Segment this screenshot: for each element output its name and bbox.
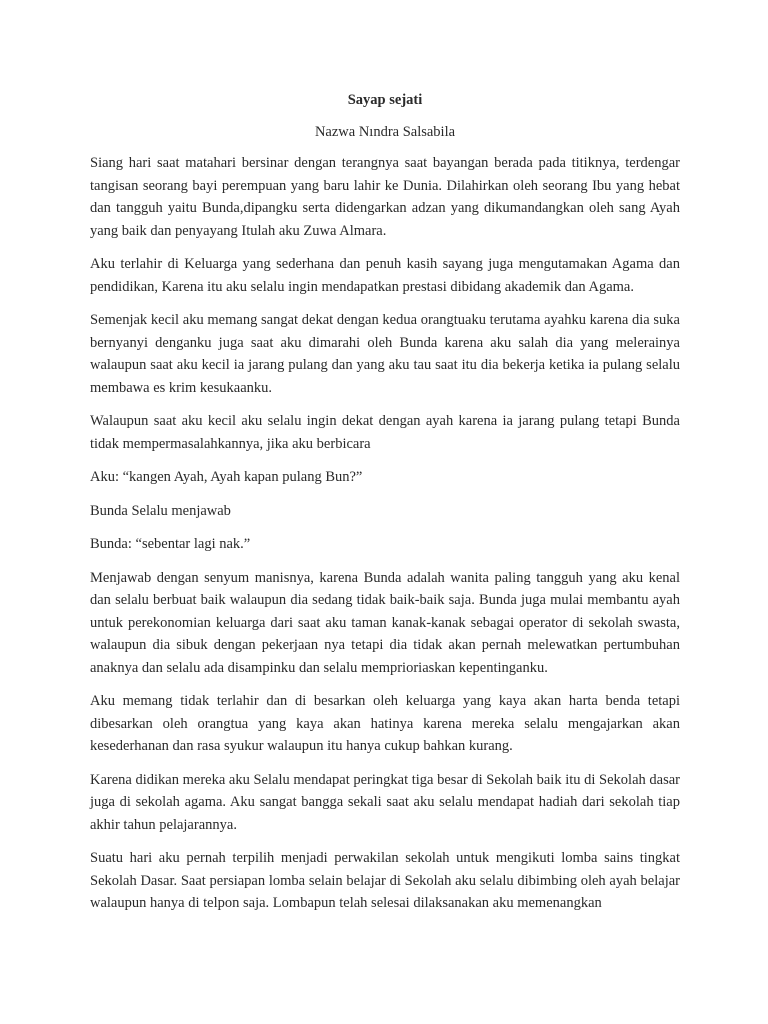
paragraph: Aku terlahir di Keluarga yang sederhana dan penuh kasih sayang juga mengutamakan Agama dan pendidikan, Karena itu aku selalu ingin mendapatkan prestasi dibidang akademik dan Agama. <box>90 256 680 295</box>
paragraph: Semenjak kecil aku memang sangat dekat dengan kedua orangtuaku terutama ayahku karena dia suka bernyanyi denganku juga saat aku dimarahi oleh Bunda karena aku salah dia yang melerainya walaupun saat aku kecil ia jarang pulang dan yang aku tau saat itu dia bekerja ketika ia pulang selalu membawa es krim kesukaanku. <box>90 312 680 396</box>
paragraph: Bunda Selalu menjawab <box>90 502 231 519</box>
paragraph: Aku memang tidak terlahir dan di besarkan oleh keluarga yang kaya akan harta benda tetapi dibesarkan oleh orangtua yang kaya akan hatinya karena mereka selalu mengajarkan akan kesederhanan dan rasa syukur walaupun itu hanya cukup bahkan kurang. <box>90 693 680 754</box>
paragraph: Walaupun saat aku kecil aku selalu ingin dekat dengan ayah karena ia jarang pulang tetapi Bunda tidak mempermasalahkannya, jika aku berbicara <box>90 413 680 452</box>
paragraph: Karena didikan mereka aku Selalu mendapat peringkat tiga besar di Sekolah baik itu di Sekolah dasar juga di sekolah agama. Aku sangat bangga sekali saat aku selalu mendapat hadiah dari sekolah tiap akhir tahun pelajarannya. <box>90 771 680 833</box>
document-author: Nazwa Nındra Salsabila <box>314 124 456 140</box>
dialogue-line: Aku: “kangen Ayah, Ayah kapan pulang Bun?” <box>90 469 363 485</box>
dialogue-line: Bunda: “sebentar lagi nak.” <box>90 536 251 552</box>
document-page <box>90 90 680 926</box>
paragraph: Suatu hari aku pernah terpilih menjadi perwakilan sekolah untuk mengikuti lomba sains tingkat Sekolah Dasar. Saat persiapan lomba selain belajar di Sekolah aku selalu dibimbing oleh ayah belajar walaupun hanya di telpon saja. Lombapun telah selesai dilaksanakan aku memenangkan <box>90 850 680 911</box>
paragraph: Menjawab dengan senyum manisnya, karena Bunda adalah wanita paling tangguh yang aku kenal dan selalu berbuat baik walaupun dia sedang tidak baik-baik saja. Bunda juga mulai membantu ayah untuk perekonomian keluarga dari saat aku taman kanak-kanak sebagai operator di sekolah swasta, walaupun dia sibuk dengan pekerjaan nya tetapi dia tidak akan pernah melewatkan pertumbuhan anaknya dan selalu ada disampinku dan selalu memprioriaskan kepentinganku. <box>90 569 680 676</box>
document-title: Sayap sejati <box>347 92 423 108</box>
paragraph: Siang hari saat matahari bersinar dengan terangnya saat bayangan berada pada titiknya, terdengar tangisan seorang bayi perempuan yang baru lahir ke Dunia. Dilahirkan oleh seorang Ibu yang hebat dan tangguh yaitu Bunda,dipangku serta didengarkan adzan yang dikumandangkan oleh sang Ayah yang baik dan penyayang Itulah aku Zuwa Almara. <box>90 155 680 239</box>
